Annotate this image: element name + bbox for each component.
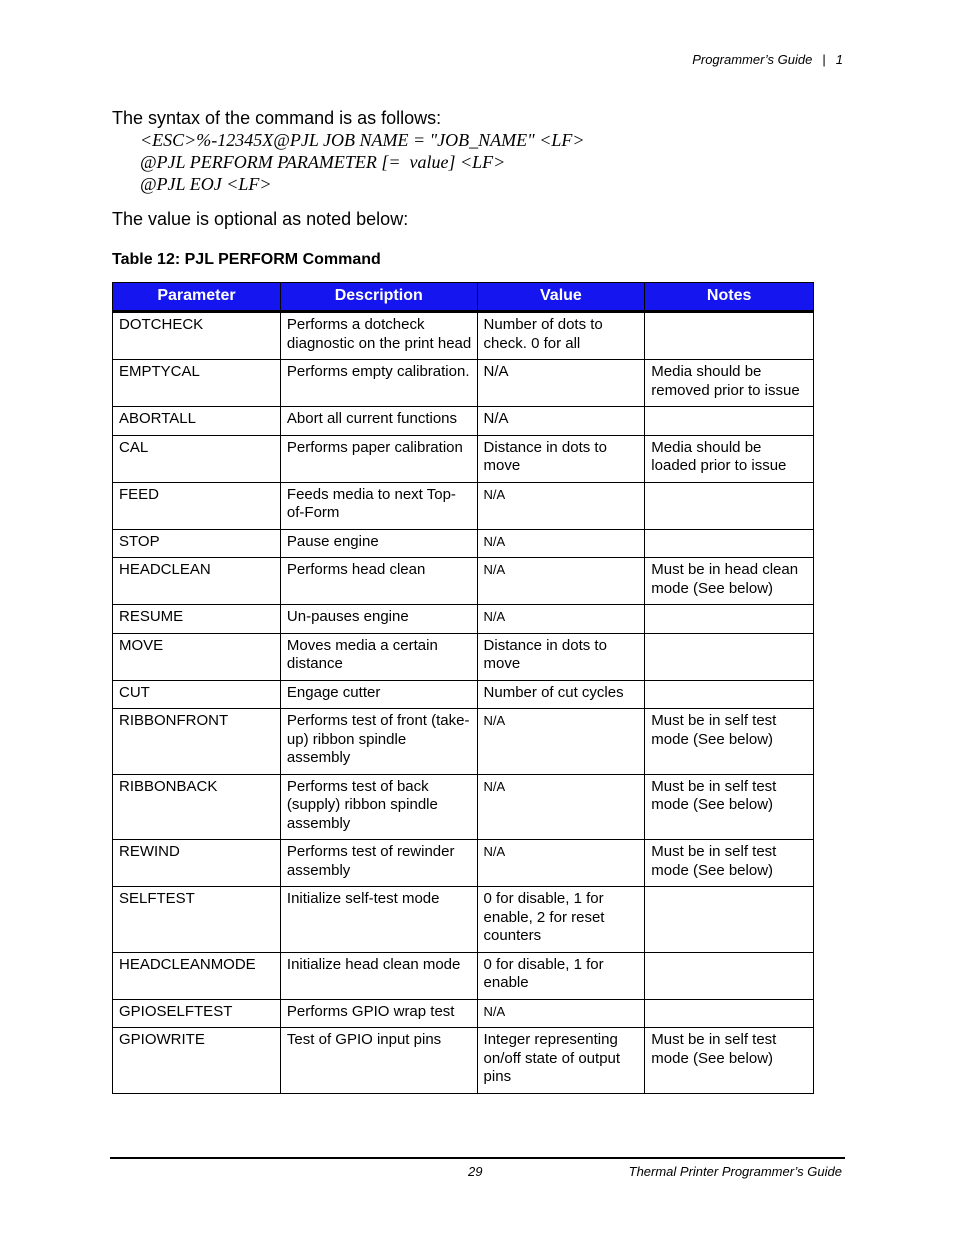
cell-description: Pause engine xyxy=(280,529,477,558)
cell-description: Performs test of back (supply) ribbon spindle assembly xyxy=(280,774,477,840)
cell-description: Performs paper calibration xyxy=(280,435,477,482)
cell-value: N/A xyxy=(477,774,645,840)
cell-value: N/A xyxy=(477,605,645,634)
table-row xyxy=(113,435,814,482)
code-line: @PJL PERFORM PARAMETER [= value] <LF> xyxy=(140,152,506,172)
cell-parameter: DOTCHECK xyxy=(113,312,281,360)
cell-value: N/A xyxy=(477,529,645,558)
header-description: Description xyxy=(280,283,477,312)
cell-notes xyxy=(645,529,814,558)
table-row xyxy=(113,840,814,887)
cell-value: 0 for disable, 1 for enable, 2 for reset counters xyxy=(477,887,645,953)
cell-parameter: CUT xyxy=(113,680,281,709)
footer-title: Thermal Printer Programmer’s Guide xyxy=(628,1164,842,1179)
cell-parameter: MOVE xyxy=(113,633,281,680)
cell-value: Integer representing on/off state of output pins xyxy=(477,1028,645,1094)
cell-parameter: EMPTYCAL xyxy=(113,360,281,407)
value-note: The value is optional as noted below: xyxy=(112,209,409,229)
table-row xyxy=(113,482,814,529)
cell-notes: Must be in head clean mode (See below) xyxy=(645,558,814,605)
syntax-intro: The syntax of the command is as follows: xyxy=(112,108,442,128)
table-row xyxy=(113,774,814,840)
cell-description: Moves media a certain distance xyxy=(280,633,477,680)
cell-value: Distance in dots to move xyxy=(477,435,645,482)
cell-value: 0 for disable, 1 for enable xyxy=(477,952,645,999)
table-row xyxy=(113,558,814,605)
cell-parameter: RESUME xyxy=(113,605,281,634)
cell-notes xyxy=(645,999,814,1028)
cell-description: Initialize head clean mode xyxy=(280,952,477,999)
cell-value: N/A xyxy=(477,840,645,887)
cell-parameter: RIBBONFRONT xyxy=(113,709,281,775)
page-number: 29 xyxy=(468,1164,483,1179)
cell-description: Performs a dotcheck diagnostic on the print head xyxy=(280,312,477,360)
cell-value: Distance in dots to move xyxy=(477,633,645,680)
cell-parameter: REWIND xyxy=(113,840,281,887)
cell-value: N/A xyxy=(477,709,645,775)
table-row xyxy=(113,605,814,634)
cell-value: Number of cut cycles xyxy=(477,680,645,709)
table-caption: Table 12: PJL PERFORM Command xyxy=(112,251,381,268)
cell-notes xyxy=(645,952,814,999)
cell-value: N/A xyxy=(477,360,645,407)
cell-description: Feeds media to next Top-of-Form xyxy=(280,482,477,529)
cell-description: Performs test of rewinder assembly xyxy=(280,840,477,887)
table-row xyxy=(113,360,814,407)
table-row xyxy=(113,887,814,953)
cell-notes: Must be in self test mode (See below) xyxy=(645,1028,814,1094)
running-header xyxy=(692,52,843,67)
table-body xyxy=(113,312,814,1094)
cell-parameter: GPIOWRITE xyxy=(113,1028,281,1094)
cell-value: Number of dots to check. 0 for all xyxy=(477,312,645,360)
cell-notes xyxy=(645,633,814,680)
table-row xyxy=(113,999,814,1028)
cell-description: Performs GPIO wrap test xyxy=(280,999,477,1028)
table-row xyxy=(113,952,814,999)
cell-notes: Media should be loaded prior to issue xyxy=(645,435,814,482)
table-row xyxy=(113,680,814,709)
cell-description: Performs test of front (take-up) ribbon spindle assembly xyxy=(280,709,477,775)
pjl-perform-table xyxy=(112,282,814,1094)
running-header-title: Programmer’s Guide xyxy=(692,52,813,67)
cell-notes xyxy=(645,887,814,953)
cell-notes: Media should be removed prior to issue xyxy=(645,360,814,407)
cell-parameter: HEADCLEANMODE xyxy=(113,952,281,999)
cell-notes xyxy=(645,605,814,634)
cell-value: N/A xyxy=(477,482,645,529)
cell-parameter: CAL xyxy=(113,435,281,482)
code-line: <ESC>%-12345X@PJL JOB NAME = "JOB_NAME" <LF> xyxy=(140,130,585,150)
cell-description: Test of GPIO input pins xyxy=(280,1028,477,1094)
table-row xyxy=(113,1028,814,1094)
cell-notes xyxy=(645,680,814,709)
cell-value: N/A xyxy=(477,558,645,605)
footer-rule xyxy=(110,1157,845,1159)
cell-notes: Must be in self test mode (See below) xyxy=(645,774,814,840)
cell-description: Performs head clean xyxy=(280,558,477,605)
cell-parameter: GPIOSELFTEST xyxy=(113,999,281,1028)
cell-parameter: ABORTALL xyxy=(113,407,281,436)
table-row xyxy=(113,633,814,680)
cell-notes xyxy=(645,482,814,529)
cell-notes xyxy=(645,407,814,436)
cell-notes: Must be in self test mode (See below) xyxy=(645,709,814,775)
header-notes: Notes xyxy=(645,283,814,312)
cell-description: Performs empty calibration. xyxy=(280,360,477,407)
cell-parameter: RIBBONBACK xyxy=(113,774,281,840)
cell-value: N/A xyxy=(477,407,645,436)
cell-notes xyxy=(645,312,814,360)
running-header-separator: | xyxy=(822,52,826,67)
cell-description: Un-pauses engine xyxy=(280,605,477,634)
table-row xyxy=(113,529,814,558)
cell-parameter: FEED xyxy=(113,482,281,529)
table-row xyxy=(113,709,814,775)
cell-notes: Must be in self test mode (See below) xyxy=(645,840,814,887)
cell-value: N/A xyxy=(477,999,645,1028)
header-parameter: Parameter xyxy=(113,283,281,312)
table-row xyxy=(113,407,814,436)
header-value: Value xyxy=(477,283,645,312)
syntax-code-block xyxy=(140,129,585,195)
code-line: @PJL EOJ <LF> xyxy=(140,174,272,194)
table-row xyxy=(113,312,814,360)
cell-description: Initialize self-test mode xyxy=(280,887,477,953)
table-header-row xyxy=(113,283,814,312)
cell-description: Engage cutter xyxy=(280,680,477,709)
cell-description: Abort all current functions xyxy=(280,407,477,436)
running-header-page: 1 xyxy=(835,52,843,67)
cell-parameter: STOP xyxy=(113,529,281,558)
cell-parameter: SELFTEST xyxy=(113,887,281,953)
cell-parameter: HEADCLEAN xyxy=(113,558,281,605)
